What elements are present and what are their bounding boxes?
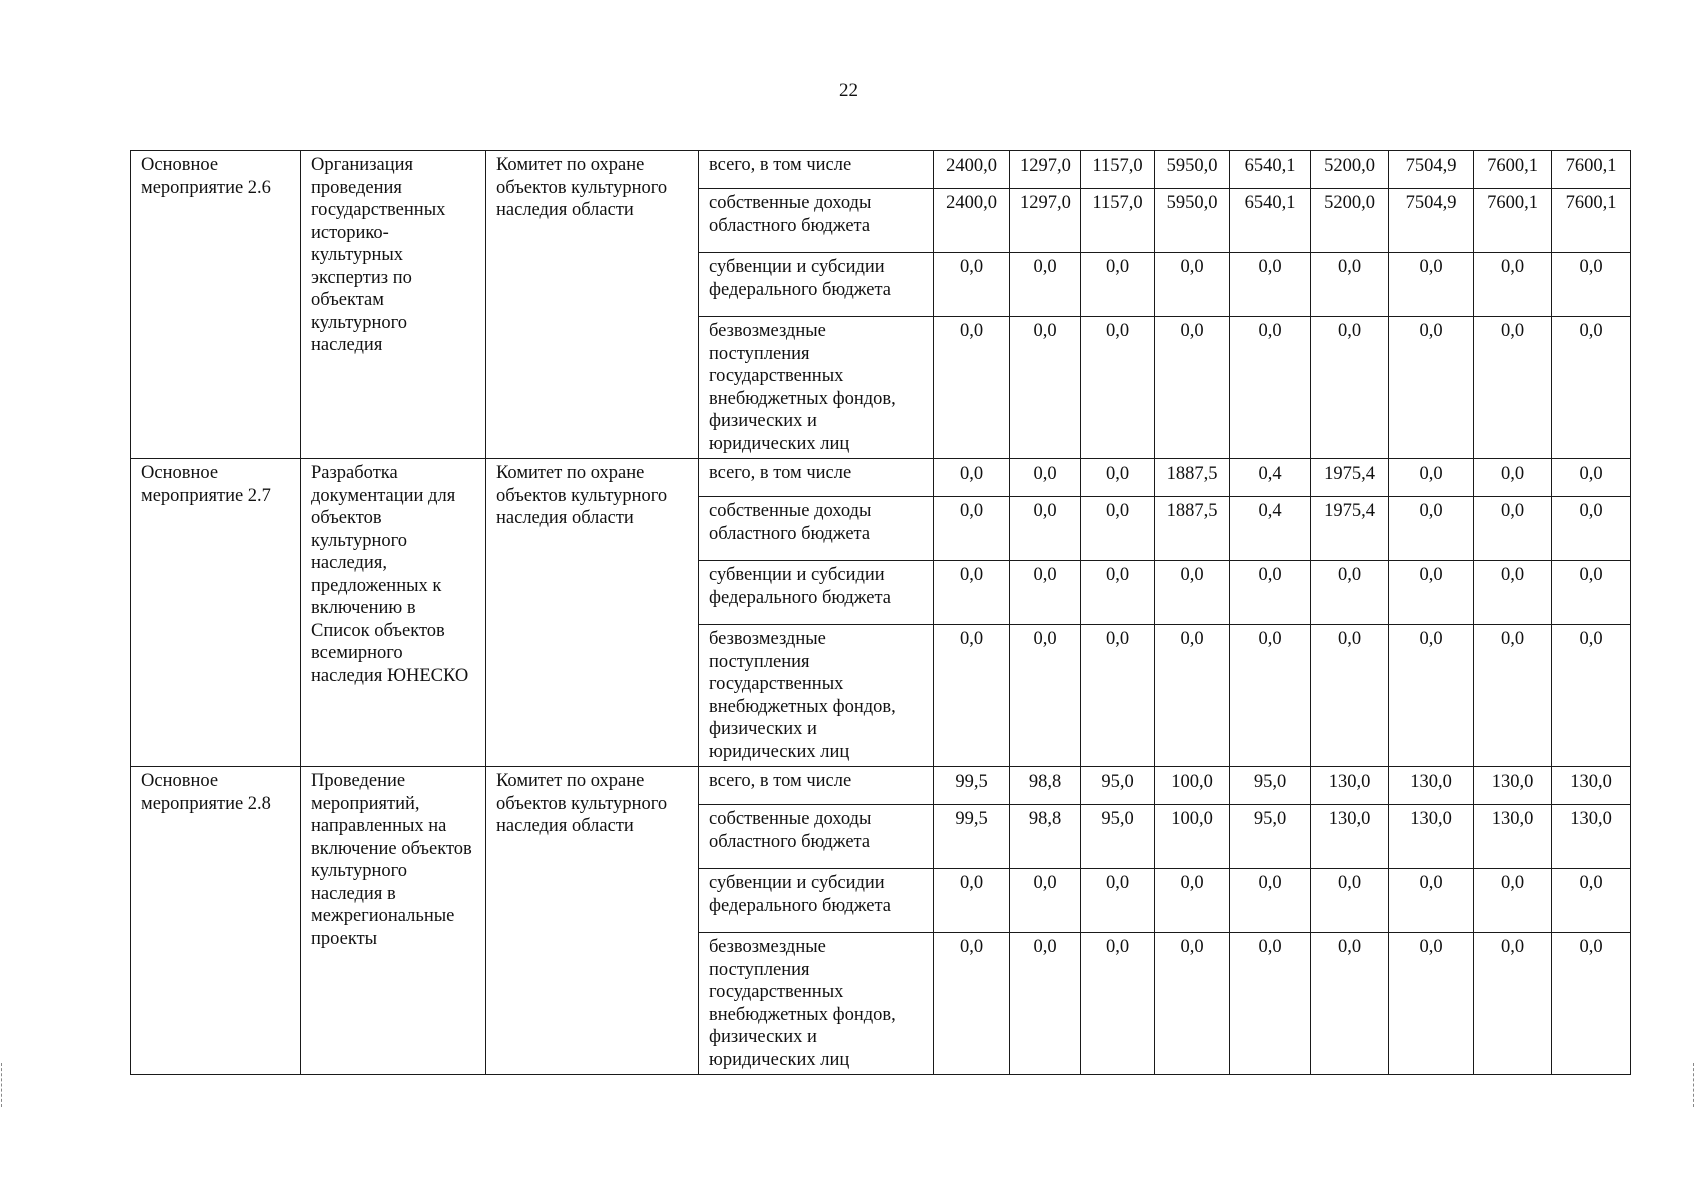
value-cell: 130,0 <box>1474 767 1552 805</box>
value-cell: 0,0 <box>1552 253 1631 317</box>
event-cell: Основное мероприятие 2.6 <box>131 151 301 459</box>
value-cell: 0,0 <box>1010 869 1081 933</box>
value-cell: 7600,1 <box>1474 151 1552 189</box>
funding-source-cell: субвенции и субсидии федерального бюджета <box>699 253 934 317</box>
value-cell: 1887,5 <box>1155 497 1230 561</box>
value-cell: 0,0 <box>1474 317 1552 459</box>
value-cell: 0,0 <box>1230 933 1311 1075</box>
value-cell: 0,0 <box>1474 933 1552 1075</box>
page-number: 22 <box>839 80 858 101</box>
value-cell: 0,0 <box>1474 497 1552 561</box>
value-cell: 98,8 <box>1010 767 1081 805</box>
funding-source-cell: собственные доходы областного бюджета <box>699 497 934 561</box>
left-edge-mark <box>1 1063 3 1107</box>
value-cell: 130,0 <box>1389 805 1474 869</box>
value-cell: 1157,0 <box>1081 151 1155 189</box>
value-cell: 0,0 <box>1155 561 1230 625</box>
value-cell: 0,0 <box>1552 561 1631 625</box>
value-cell: 0,0 <box>1552 869 1631 933</box>
table-body <box>131 151 1631 1075</box>
event-cell: Основное мероприятие 2.7 <box>131 459 301 767</box>
value-cell: 99,5 <box>934 805 1010 869</box>
title-cell: Проведение мероприятий, направленных на включение объектов культурного наследия в межрегиональные проекты <box>301 767 486 1075</box>
value-cell: 0,0 <box>1552 317 1631 459</box>
value-cell: 0,0 <box>1081 561 1155 625</box>
value-cell: 1297,0 <box>1010 151 1081 189</box>
value-cell: 0,0 <box>1389 933 1474 1075</box>
value-cell: 0,0 <box>934 869 1010 933</box>
value-cell: 0,0 <box>1155 317 1230 459</box>
value-cell: 0,0 <box>1155 933 1230 1075</box>
value-cell: 0,0 <box>1081 625 1155 767</box>
value-cell: 0,0 <box>1081 459 1155 497</box>
budget-table <box>130 150 1631 1075</box>
value-cell: 0,0 <box>1552 625 1631 767</box>
funding-source-cell: всего, в том числе <box>699 459 934 497</box>
value-cell: 0,0 <box>1155 253 1230 317</box>
value-cell: 7600,1 <box>1552 151 1631 189</box>
executor-cell: Комитет по охране объектов культурного наследия области <box>486 151 699 459</box>
value-cell: 0,0 <box>1389 561 1474 625</box>
value-cell: 0,0 <box>1474 253 1552 317</box>
value-cell: 0,0 <box>1230 625 1311 767</box>
value-cell: 95,0 <box>1230 805 1311 869</box>
funding-source-cell: безвозмездные поступления государственных внебюджетных фондов, физических и юридических лиц <box>699 317 934 459</box>
funding-source-cell: всего, в том числе <box>699 767 934 805</box>
value-cell: 0,4 <box>1230 459 1311 497</box>
value-cell: 0,0 <box>1389 625 1474 767</box>
value-cell: 0,0 <box>1230 869 1311 933</box>
funding-source-cell: собственные доходы областного бюджета <box>699 189 934 253</box>
value-cell: 1887,5 <box>1155 459 1230 497</box>
value-cell: 0,0 <box>934 561 1010 625</box>
value-cell: 5200,0 <box>1311 151 1389 189</box>
right-edge-mark <box>1693 1063 1695 1107</box>
value-cell: 130,0 <box>1474 805 1552 869</box>
value-cell: 0,0 <box>1081 253 1155 317</box>
value-cell: 130,0 <box>1311 767 1389 805</box>
value-cell: 1297,0 <box>1010 189 1081 253</box>
title-cell: Разработка документации для объектов культурного наследия, предложенных к включению в Список объектов всемирного наследия ЮНЕСКО <box>301 459 486 767</box>
value-cell: 0,0 <box>1552 497 1631 561</box>
value-cell: 0,0 <box>1389 497 1474 561</box>
value-cell: 98,8 <box>1010 805 1081 869</box>
value-cell: 0,0 <box>1010 497 1081 561</box>
value-cell: 6540,1 <box>1230 189 1311 253</box>
value-cell: 0,0 <box>1311 253 1389 317</box>
value-cell: 0,4 <box>1230 497 1311 561</box>
funding-source-cell: собственные доходы областного бюджета <box>699 805 934 869</box>
value-cell: 7600,1 <box>1552 189 1631 253</box>
value-cell: 0,0 <box>1311 317 1389 459</box>
value-cell: 0,0 <box>1010 317 1081 459</box>
value-cell: 0,0 <box>1155 625 1230 767</box>
value-cell: 0,0 <box>1230 317 1311 459</box>
value-cell: 0,0 <box>1230 253 1311 317</box>
funding-source-cell: безвозмездные поступления государственных внебюджетных фондов, физических и юридических лиц <box>699 933 934 1075</box>
funding-source-cell: всего, в том числе <box>699 151 934 189</box>
value-cell: 7504,9 <box>1389 189 1474 253</box>
value-cell: 0,0 <box>1010 459 1081 497</box>
executor-cell: Комитет по охране объектов культурного наследия области <box>486 767 699 1075</box>
value-cell: 0,0 <box>1474 625 1552 767</box>
value-cell: 0,0 <box>1474 561 1552 625</box>
value-cell: 6540,1 <box>1230 151 1311 189</box>
value-cell: 0,0 <box>1389 869 1474 933</box>
value-cell: 0,0 <box>1311 625 1389 767</box>
value-cell: 0,0 <box>1010 253 1081 317</box>
value-cell: 0,0 <box>1311 933 1389 1075</box>
title-cell: Организация проведения государственных историко-культурных экспертиз по объектам культурного наследия <box>301 151 486 459</box>
value-cell: 0,0 <box>1081 317 1155 459</box>
value-cell: 99,5 <box>934 767 1010 805</box>
event-cell: Основное мероприятие 2.8 <box>131 767 301 1075</box>
table-row <box>131 151 1631 189</box>
value-cell: 0,0 <box>1311 869 1389 933</box>
value-cell: 0,0 <box>1081 869 1155 933</box>
value-cell: 0,0 <box>934 933 1010 1075</box>
value-cell: 0,0 <box>1552 933 1631 1075</box>
value-cell: 0,0 <box>1552 459 1631 497</box>
value-cell: 5950,0 <box>1155 151 1230 189</box>
value-cell: 1157,0 <box>1081 189 1155 253</box>
value-cell: 0,0 <box>934 625 1010 767</box>
value-cell: 130,0 <box>1389 767 1474 805</box>
value-cell: 0,0 <box>1230 561 1311 625</box>
value-cell: 0,0 <box>1311 561 1389 625</box>
value-cell: 1975,4 <box>1311 497 1389 561</box>
value-cell: 0,0 <box>1474 459 1552 497</box>
funding-source-cell: безвозмездные поступления государственных внебюджетных фондов, физических и юридических лиц <box>699 625 934 767</box>
value-cell: 100,0 <box>1155 805 1230 869</box>
value-cell: 0,0 <box>1389 253 1474 317</box>
value-cell: 7504,9 <box>1389 151 1474 189</box>
value-cell: 130,0 <box>1311 805 1389 869</box>
value-cell: 130,0 <box>1552 767 1631 805</box>
value-cell: 0,0 <box>1389 317 1474 459</box>
value-cell: 95,0 <box>1081 767 1155 805</box>
value-cell: 130,0 <box>1552 805 1631 869</box>
value-cell: 0,0 <box>1081 933 1155 1075</box>
value-cell: 0,0 <box>1474 869 1552 933</box>
table-row <box>131 459 1631 497</box>
executor-cell: Комитет по охране объектов культурного наследия области <box>486 459 699 767</box>
value-cell: 2400,0 <box>934 151 1010 189</box>
value-cell: 95,0 <box>1230 767 1311 805</box>
value-cell: 0,0 <box>1389 459 1474 497</box>
value-cell: 5950,0 <box>1155 189 1230 253</box>
funding-source-cell: субвенции и субсидии федерального бюджета <box>699 869 934 933</box>
value-cell: 100,0 <box>1155 767 1230 805</box>
value-cell: 0,0 <box>934 459 1010 497</box>
value-cell: 0,0 <box>1010 561 1081 625</box>
value-cell: 0,0 <box>1155 869 1230 933</box>
value-cell: 2400,0 <box>934 189 1010 253</box>
funding-source-cell: субвенции и субсидии федерального бюджета <box>699 561 934 625</box>
value-cell: 0,0 <box>934 253 1010 317</box>
value-cell: 5200,0 <box>1311 189 1389 253</box>
value-cell: 1975,4 <box>1311 459 1389 497</box>
value-cell: 0,0 <box>1081 497 1155 561</box>
value-cell: 0,0 <box>1010 625 1081 767</box>
value-cell: 7600,1 <box>1474 189 1552 253</box>
value-cell: 0,0 <box>934 317 1010 459</box>
table-row <box>131 767 1631 805</box>
value-cell: 95,0 <box>1081 805 1155 869</box>
value-cell: 0,0 <box>934 497 1010 561</box>
value-cell: 0,0 <box>1010 933 1081 1075</box>
